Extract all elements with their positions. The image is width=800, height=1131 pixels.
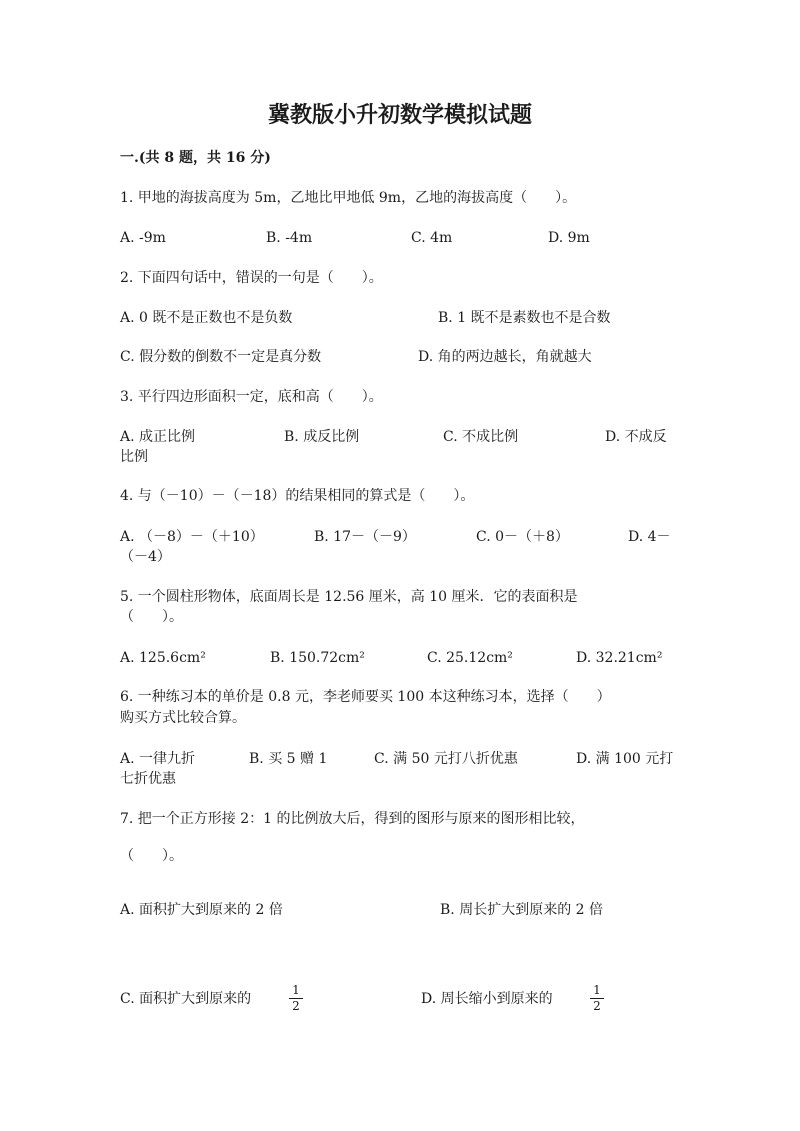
question-2-stem: 2. 下面四句话中，错误的一句是（ ）。 xyxy=(120,270,383,286)
question-6-stem-line-2: 购买方式比较合算。 xyxy=(120,710,246,726)
page-title: 冀教版小升初数学模拟试题 xyxy=(267,102,532,128)
question-4-stem: 4. 与（－10）－（－18）的结果相同的算式是（ ）。 xyxy=(120,488,475,504)
question-5-option-b[interactable]: B. 150.72cm² xyxy=(270,650,365,666)
question-1-option-b[interactable]: B. -4m xyxy=(266,230,313,246)
question-2-option-b[interactable]: B. 1 既不是素数也不是合数 xyxy=(438,310,611,326)
question-3-option-d-continued: 比例 xyxy=(120,449,148,465)
question-7-option-d[interactable]: D. 周长缩小到原来的 xyxy=(421,991,553,1007)
question-6-option-b[interactable]: B. 买 5 赠 1 xyxy=(249,751,328,767)
question-4-option-c[interactable]: C. 0－（＋8） xyxy=(476,529,569,545)
fraction-numerator: 1 xyxy=(590,984,604,999)
question-4-option-a[interactable]: A. （－8）－（＋10） xyxy=(120,529,264,545)
question-6-option-a[interactable]: A. 一律九折 xyxy=(120,751,196,767)
question-7-option-c-fraction xyxy=(289,984,303,1013)
question-3-option-d[interactable]: D. 不成反 xyxy=(605,429,667,445)
question-7-stem-line-2: （ ）。 xyxy=(120,848,183,864)
question-1-stem: 1. 甲地的海拔高度为 5m，乙地比甲地低 9m，乙地的海拔高度（ ）。 xyxy=(120,190,577,206)
question-5-option-a[interactable]: A. 125.6cm² xyxy=(120,650,206,666)
question-3-stem: 3. 平行四边形面积一定，底和高（ ）。 xyxy=(120,389,383,405)
question-7-option-a[interactable]: A. 面积扩大到原来的 2 倍 xyxy=(120,902,283,918)
question-4-option-b[interactable]: B. 17－（－9） xyxy=(314,529,416,545)
question-2-option-d[interactable]: D. 角的两边越长，角就越大 xyxy=(418,349,592,365)
question-6-stem-line-1: 6. 一种练习本的单价是 0.8 元，李老师要买 100 本这种练习本，选择（ ） xyxy=(120,689,611,705)
question-5-stem-line-1: 5. 一个圆柱形物体，底面周长是 12.56 厘米，高 10 厘米．它的表面积是 xyxy=(120,589,578,605)
question-3-option-a[interactable]: A. 成正比例 xyxy=(120,429,196,445)
fraction-numerator: 1 xyxy=(289,984,303,999)
question-5-option-d[interactable]: D. 32.21cm² xyxy=(576,650,663,666)
fraction-denominator: 2 xyxy=(593,999,601,1013)
question-3-option-b[interactable]: B. 成反比例 xyxy=(284,429,360,445)
question-7-stem-line-1: 7. 把一个正方形接 2：1 的比例放大后，得到的图形与原来的图形相比较， xyxy=(120,811,585,827)
question-7-option-d-fraction xyxy=(590,984,604,1013)
question-2-option-c[interactable]: C. 假分数的倒数不一定是真分数 xyxy=(120,349,322,365)
fraction-denominator: 2 xyxy=(292,999,300,1013)
section-heading: 一.(共 8 题，共 16 分) xyxy=(120,150,271,166)
question-5-option-c[interactable]: C. 25.12cm² xyxy=(427,650,513,666)
question-6-option-d[interactable]: D. 满 100 元打 xyxy=(576,751,674,767)
question-1-option-d[interactable]: D. 9m xyxy=(548,230,590,246)
question-5-stem-line-2: （ ）。 xyxy=(120,609,183,625)
question-2-option-a[interactable]: A. 0 既不是正数也不是负数 xyxy=(120,310,293,326)
question-7-option-b[interactable]: B. 周长扩大到原来的 2 倍 xyxy=(440,902,603,918)
question-1-option-a[interactable]: A. -9m xyxy=(120,230,166,246)
question-6-option-c[interactable]: C. 满 50 元打八折优惠 xyxy=(374,751,518,767)
question-1-option-c[interactable]: C. 4m xyxy=(411,230,453,246)
question-7-option-c[interactable]: C. 面积扩大到原来的 xyxy=(120,991,252,1007)
question-6-option-d-continued: 七折优惠 xyxy=(120,771,176,787)
question-4-option-d[interactable]: D. 4－ xyxy=(628,529,671,545)
question-4-option-d-continued: （－4） xyxy=(120,549,171,565)
question-3-option-c[interactable]: C. 不成比例 xyxy=(443,429,519,445)
